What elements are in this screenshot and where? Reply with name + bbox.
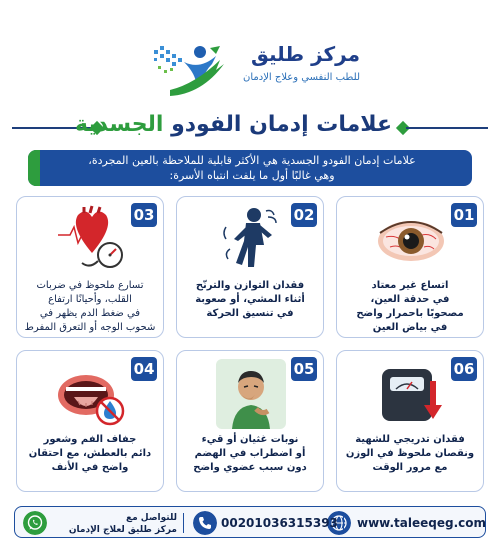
card-line: في ضغط الدم يظهر في — [39, 308, 141, 319]
card-line: فقدان التوازن والترنّح — [195, 280, 305, 291]
card-text — [183, 433, 317, 475]
brand-name: مركز طليق — [250, 42, 360, 66]
card-line: اتساع غير معتاد — [371, 280, 449, 291]
card-number: 05 — [291, 357, 317, 381]
card-number: 04 — [131, 357, 157, 381]
symptom-card-02 — [176, 196, 324, 338]
card-line: شحوب الوجه أو التعرق المفرط — [24, 322, 156, 333]
symptom-card-05 — [176, 350, 324, 492]
symptom-card-03 — [16, 196, 164, 338]
contact-line-1: للتواصل مع — [125, 513, 177, 523]
phone-link[interactable] — [193, 511, 339, 535]
website-text: www.taleeqeg.com — [357, 516, 487, 530]
card-text — [183, 279, 317, 321]
logo-figure-icon — [150, 40, 230, 102]
card-text — [23, 433, 157, 475]
card-text — [23, 279, 157, 335]
title-row — [12, 112, 488, 142]
card-line: أو اضطراب في الهضم — [194, 448, 306, 459]
symptom-card-04 — [16, 350, 164, 492]
title-divider-right — [406, 127, 488, 129]
card-line: واضح في الأنف — [51, 462, 129, 473]
card-line: في تنسيق الحركة — [206, 308, 294, 319]
title-part2: الجسدية — [75, 112, 164, 137]
symptom-card-01 — [336, 196, 484, 338]
page-title — [75, 112, 392, 137]
symptom-card-06 — [336, 350, 484, 492]
card-line: القلب، وأحيانًا ارتفاع — [48, 294, 132, 305]
red-eye-icon — [376, 205, 446, 275]
heart-pressure-icon — [56, 205, 126, 275]
card-text — [343, 279, 477, 335]
card-line: مع مرور الوقت — [372, 462, 448, 473]
card-line: ونقصان ملحوظ في الوزن — [345, 448, 475, 459]
nausea-man-icon — [216, 359, 286, 429]
whatsapp-contact[interactable] — [23, 511, 177, 535]
weight-scale-icon — [376, 359, 446, 429]
phone-icon — [193, 511, 217, 535]
card-number: 02 — [291, 203, 317, 227]
intro-line-2: وهي غالبًا أول ما يلفت انتباه الأسرة: — [169, 169, 335, 182]
contact-line-2: مركز طليق لعلاج الإدمان — [68, 525, 177, 535]
website-link[interactable] — [327, 511, 487, 535]
contact-text — [69, 512, 177, 536]
brand-tagline: للطب النفسي وعلاج الإدمان — [243, 72, 360, 83]
card-line: أثناء المشي، أو صعوبة — [195, 294, 305, 305]
card-line: دون سبب عضوي واضح — [193, 462, 307, 473]
card-line: في حدقة العين، — [370, 294, 450, 305]
card-line: دائم بالعطش، مع احتقان — [28, 448, 152, 459]
card-line: نوبات غثيان أو قيء — [201, 434, 299, 445]
card-number: 03 — [131, 203, 157, 227]
card-line: تسارع ملحوظ في ضربات — [36, 280, 144, 291]
dry-mouth-icon — [56, 359, 126, 429]
card-line: فقدان تدريجي للشهية — [355, 434, 465, 445]
card-text — [343, 433, 477, 475]
brand-logo — [150, 40, 360, 102]
intro-text — [44, 153, 460, 183]
footer-divider — [183, 513, 184, 533]
title-part1: علامات إدمان الفودو — [171, 112, 392, 137]
card-line: مصحوبًا باحمرار واضح — [356, 308, 464, 319]
contact-footer — [14, 506, 486, 538]
intro-banner — [28, 150, 472, 186]
phone-text: 00201036315393 — [221, 516, 338, 530]
whatsapp-icon — [23, 511, 47, 535]
card-number: 06 — [451, 357, 477, 381]
footer-divider — [343, 513, 344, 533]
card-line: في بياض العين — [372, 322, 448, 333]
intro-accent — [28, 150, 40, 186]
dizzy-man-icon — [216, 205, 286, 275]
card-number: 01 — [451, 203, 477, 227]
intro-line-1: علامات إدمان الفودو الجسدية هي الأكثر قابلية للملاحظة بالعين المجردة، — [88, 154, 416, 167]
card-line: جفاف الفم وشعور — [43, 434, 137, 445]
